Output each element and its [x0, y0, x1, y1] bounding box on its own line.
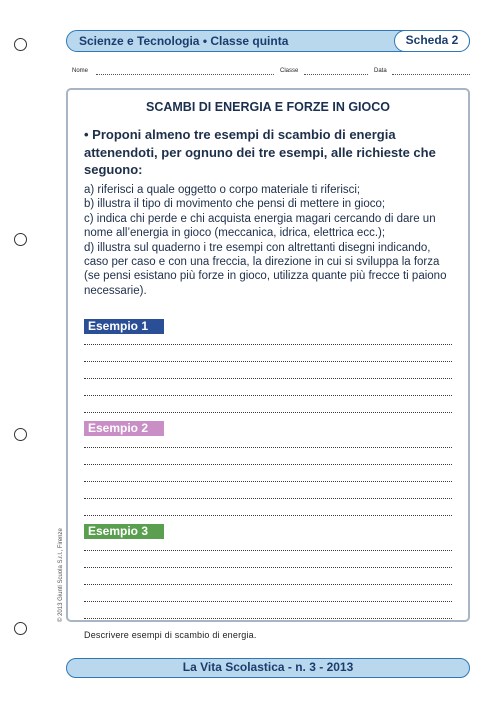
student-fields	[72, 68, 470, 80]
answer-line[interactable]	[84, 568, 452, 585]
example-3-answer-lines[interactable]	[84, 534, 452, 619]
step-a: a) riferisci a quale oggetto o corpo materiale ti riferisci;	[84, 184, 361, 196]
class-label: Classe	[280, 68, 299, 74]
copyright-notice	[58, 528, 64, 632]
instruction-text: • Proponi almeno tre esempi di scambio di energia attenendoti, per ognuno dei tre esempi, alle richieste che seguono:	[84, 127, 436, 177]
answer-line[interactable]	[84, 534, 452, 551]
answer-line[interactable]	[84, 328, 452, 345]
worksheet-title: SCAMBI DI ENERGIA E FORZE IN GIOCO	[146, 100, 390, 114]
image-caption: Descrivere esempi di scambio di energia.	[84, 630, 257, 640]
binder-hole-bottom	[14, 622, 27, 635]
answer-line[interactable]	[84, 396, 452, 413]
example-3-label: Esempio 3	[84, 524, 164, 539]
date-field[interactable]	[392, 74, 470, 75]
answer-line[interactable]	[84, 551, 452, 568]
copyright-text: © 2013 Giunti Scuola S.r.l., Firenze	[58, 528, 64, 622]
step-b: b) illustra il tipo di movimento che pensi di mettere in gioco;	[84, 198, 386, 211]
answer-line[interactable]	[84, 379, 452, 396]
binder-hole-middle-upper	[14, 233, 27, 246]
answer-line[interactable]	[84, 431, 452, 448]
answer-line[interactable]	[84, 482, 452, 499]
answer-line[interactable]	[84, 362, 452, 379]
binder-hole-middle-lower	[14, 428, 27, 441]
step-c: c) indica chi perde e chi acquista energia magari cercando di dare un nome all’energia in gioco (meccanica, idrica, elettrica ecc.);	[84, 212, 436, 240]
answer-line[interactable]	[84, 602, 452, 619]
binder-hole-top	[14, 38, 27, 51]
answer-line[interactable]	[84, 345, 452, 362]
instruction-steps	[84, 183, 456, 298]
answer-line[interactable]	[84, 465, 452, 482]
header-bar	[66, 30, 470, 52]
example-2-label: Esempio 2	[84, 421, 164, 436]
class-field[interactable]	[304, 74, 368, 75]
header-subject: Scienze e Tecnologia • Classe quinta	[79, 34, 289, 48]
answer-line[interactable]	[84, 499, 452, 516]
example-1-answer-lines[interactable]	[84, 328, 452, 413]
example-1-label: Esempio 1	[84, 319, 164, 334]
instruction	[84, 126, 456, 179]
example-2-answer-lines[interactable]	[84, 431, 452, 516]
date-label: Data	[374, 68, 387, 74]
sheet-number-badge: Scheda 2	[394, 30, 470, 52]
name-label: Nome	[72, 68, 89, 74]
name-field[interactable]	[96, 74, 274, 75]
worksheet-box	[66, 88, 470, 640]
footer-bar: La Vita Scolastica - n. 3 - 2013	[66, 658, 470, 678]
answer-line[interactable]	[84, 585, 452, 602]
answer-line[interactable]	[84, 448, 452, 465]
step-d: d) illustra sul quaderno i tre esempi con altrettanti disegni indicando, caso per caso e con una freccia, la direzione in cui si sviluppa la forza (se pensi esistano più forze in gioco, utilizza quante più frecce ti paiono necessarie).	[84, 241, 447, 297]
